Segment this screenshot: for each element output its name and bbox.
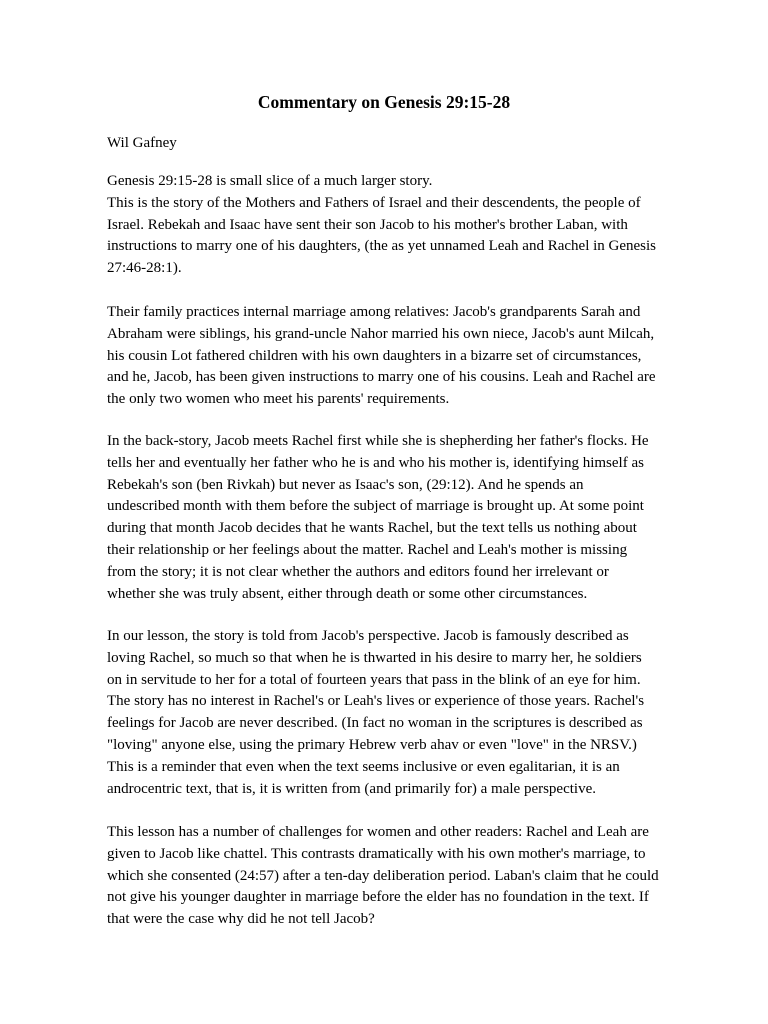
text-line: during that month Jacob decides that he wants Rachel, but the text tells us nothing about (107, 520, 637, 537)
text-line: This is the story of the Mothers and Fathers of Israel and their descendents, the people of (107, 194, 641, 211)
text-line: and he, Jacob, has been given instructions to marry one of his cousins. Leah and Rachel are (107, 369, 656, 386)
text-line: that were the case why did he not tell Jacob? (107, 911, 375, 928)
text-line: Abraham were siblings, his grand-uncle Nahor married his own niece, Jacob's aunt Milcah, (107, 325, 655, 342)
text-line: This lesson has a number of challenges for women and other readers: Rachel and Leah are (107, 824, 649, 840)
text-line: whether she was truly absent, either through death or some other circumstances. (107, 585, 588, 602)
text-line: their relationship or her feelings about the matter. Rachel and Leah's mother is missing (107, 541, 628, 558)
text-line: "loving" anyone else, using the primary Hebrew verb ahav or even "love" in the NRSV.) (107, 736, 637, 753)
text-line: loving Rachel, so much so that when he is thwarted in his desire to marry her, he soldiers (107, 649, 642, 666)
text-line: tells her and eventually her father who he is and who his mother is, identifying himself as (107, 454, 644, 471)
author-name: Wil Gafney (107, 135, 177, 151)
text-line: Their family practices internal marriage among relatives: Jacob's grandparents Sarah and (107, 304, 641, 320)
text-line: given to Jacob like chattel. This contrasts dramatically with his own mother's marriage, to (107, 845, 646, 862)
paragraph-3 (107, 431, 649, 605)
text-line: Rebekah's son (ben Rivkah) but never as Isaac's son, (29:12). And he spends an (107, 476, 584, 493)
text-line: 27:46-28:1). (107, 260, 182, 277)
paragraph-5 (107, 822, 659, 931)
paragraph-1 (107, 171, 656, 280)
text-line: the only two women who meet his parents' requirements. (107, 391, 450, 408)
text-line: The story has no interest in Rachel's or Leah's lives or experience of those years. Rachel's (107, 693, 645, 710)
text-line: In our lesson, the story is told from Jacob's perspective. Jacob is famously described as (107, 628, 629, 644)
text-line: not give his younger daughter in marriage before the elder has no foundation in the text. If (107, 889, 649, 906)
text-line: his cousin Lot fathered children with his own daughters in a bizarre set of circumstances, (107, 347, 642, 364)
text-line: This is a reminder that even when the text seems inclusive or even egalitarian, it is an (107, 758, 620, 775)
text-line: Genesis 29:15-28 is small slice of a much larger story. (107, 173, 433, 189)
text-line: on in servitude to her for a total of fourteen years that pass in the blink of an eye for him. (107, 671, 641, 688)
text-line: Israel. Rebekah and Isaac have sent their son Jacob to his mother's brother Laban, with (107, 216, 628, 233)
text-line: from the story; it is not clear whether the authors and editors found her irrelevant or (107, 563, 609, 580)
text-line: undescribed month with them before the subject of marriage is brought up. At some point (107, 498, 644, 515)
paragraph-4 (107, 626, 644, 800)
text-line: instructions to marry one of his daughters, (the as yet unnamed Leah and Rachel in Genesis (107, 238, 657, 255)
text-line: In the back-story, Jacob meets Rachel first while she is shepherding her father's flocks. He (107, 433, 649, 449)
text-line: androcentric text, that is, it is written from (and primarily for) a male perspective. (107, 780, 596, 797)
paragraph-2 (107, 302, 656, 411)
document-title: Commentary on Genesis 29:15-28 (257, 92, 511, 112)
text-line: which she consented (24:57) after a ten-day deliberation period. Laban's claim that he could (107, 867, 659, 884)
text-line: feelings for Jacob are never described. (In fact no woman in the scriptures is described as (107, 715, 643, 732)
